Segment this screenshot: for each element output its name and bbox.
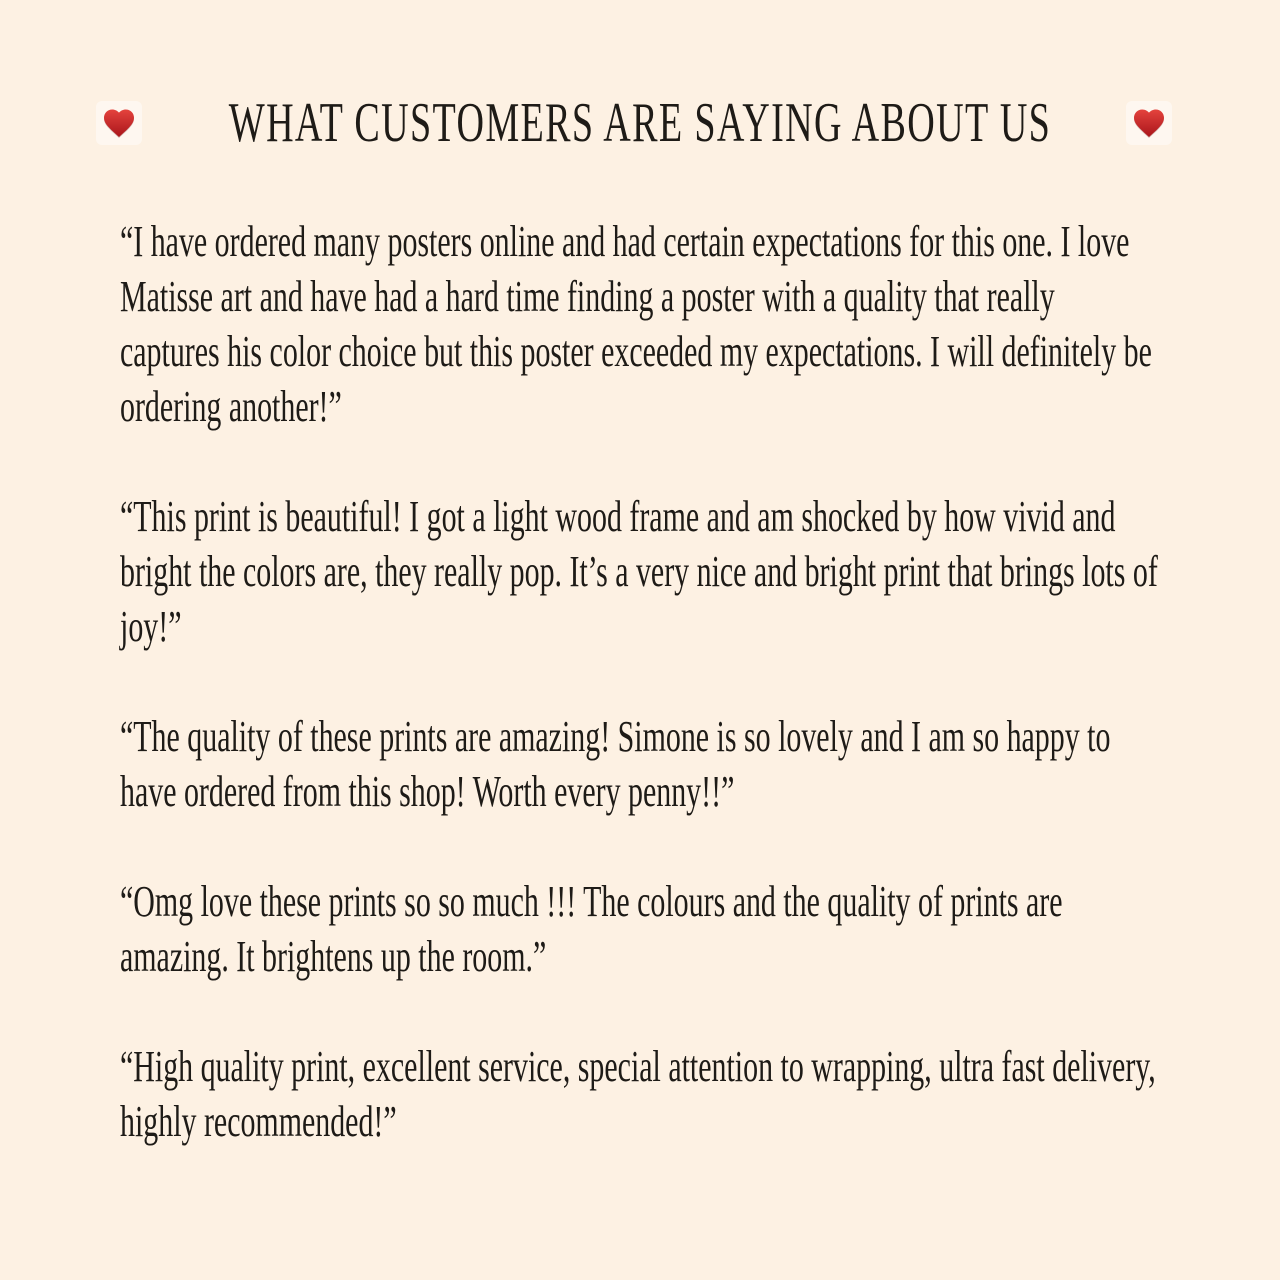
heart-icon (1126, 101, 1172, 145)
testimonial-quote: “This print is beautiful! I got a light wood frame and am shocked by how vivid and bright the colors are, they really pop. It’s a very nice and bright print that brings lots of joy!” (120, 492, 1158, 651)
testimonial-quote: “High quality print, excellent service, special attention to wrapping, ultra fast delivery, highly recommended!” (120, 1042, 1156, 1146)
testimonial-quote: “I have ordered many posters online and had certain expectations for this one. I love Matisse art and have had a hard time finding a poster with a quality that really captures his color choice but this poster exceeded my expectations. I will definitely be ordering another!” (120, 217, 1152, 431)
testimonial-list (120, 214, 1280, 1149)
testimonial-quote: “The quality of these prints are amazing! Simone is so lovely and I am so happy to have ordered from this shop! Worth every penny!!” (120, 712, 1111, 816)
testimonial-quote: “Omg love these prints so so much !!! The colours and the quality of prints are amazing. It brightens up the room.” (120, 877, 1063, 981)
page-title: WHAT CUSTOMERS ARE SAYING ABOUT US (228, 92, 1052, 154)
heart-icon (96, 101, 142, 145)
header (0, 0, 1280, 170)
